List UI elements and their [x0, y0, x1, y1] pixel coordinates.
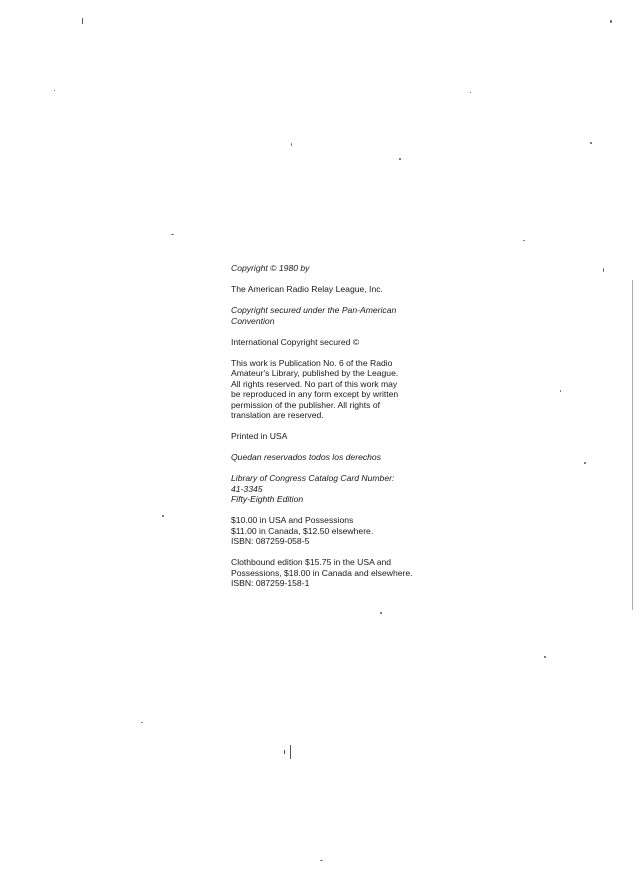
pricing [231, 515, 431, 547]
copyright-notice [231, 263, 431, 599]
publication-line: This work is Publication No. 6 of the Radio [231, 357, 393, 368]
scan-speck [284, 750, 285, 754]
scan-speck [470, 92, 471, 93]
price-line: $10.00 in USA and Possessions [231, 515, 354, 525]
price-line: $11.00 in Canada, $12.50 elsewhere. [231, 525, 374, 536]
scan-speck [584, 462, 586, 464]
scan-speck [603, 268, 604, 272]
clothbound-line: Clothbound edition $15.75 in the USA and [231, 557, 392, 567]
scan-speck [544, 656, 546, 658]
publisher-name: The American Radio Relay League, Inc. [231, 284, 383, 294]
scan-speck [141, 722, 143, 723]
spanish-rights-notice: Quedan reservados todos los derechos [231, 452, 382, 462]
scan-edge-line [632, 280, 633, 610]
scan-speck [320, 860, 323, 861]
scan-speck [291, 143, 292, 146]
copyright-line: Copyright © 1980 by [231, 263, 310, 273]
publication-line: be reproduced in any form except by written [231, 389, 399, 399]
scan-speck [290, 745, 291, 759]
publication-line: All rights reserved. No part of this work may [231, 378, 398, 389]
pan-american-notice [231, 305, 431, 326]
loc-label: Library of Congress Catalog Card Number: [231, 473, 395, 483]
loc-number: 41-3345 [231, 483, 263, 494]
isbn: ISBN: 087259-058-5 [231, 536, 310, 546]
scan-speck [162, 515, 164, 517]
clothbound-isbn: ISBN: 087259-158-1 [231, 578, 310, 588]
pan-american-line: Copyright secured under the Pan-American [231, 305, 397, 315]
library-of-congress [231, 473, 431, 505]
scan-speck [610, 20, 612, 23]
edition: Fifty-Eighth Edition [231, 494, 304, 504]
scan-speck [560, 390, 561, 392]
publication-statement [231, 358, 431, 421]
clothbound-pricing [231, 557, 431, 589]
publication-line: permission of the publisher. All rights of [231, 399, 381, 410]
international-copyright: International Copyright secured © [231, 336, 360, 347]
publication-line: translation are reserved. [231, 410, 324, 420]
scan-speck [590, 142, 592, 144]
scan-speck [171, 234, 174, 235]
scan-speck [82, 18, 83, 24]
scan-speck [523, 240, 525, 241]
pan-american-line: Convention [231, 315, 275, 326]
printed-in: Printed in USA [231, 431, 288, 441]
scan-speck [54, 90, 55, 91]
clothbound-line: Possessions, $18.00 in Canada and elsewhere. [231, 567, 413, 578]
scan-speck [399, 158, 401, 160]
scan-speck [380, 612, 382, 614]
publication-line: Amateur's Library, published by the League. [231, 368, 399, 378]
